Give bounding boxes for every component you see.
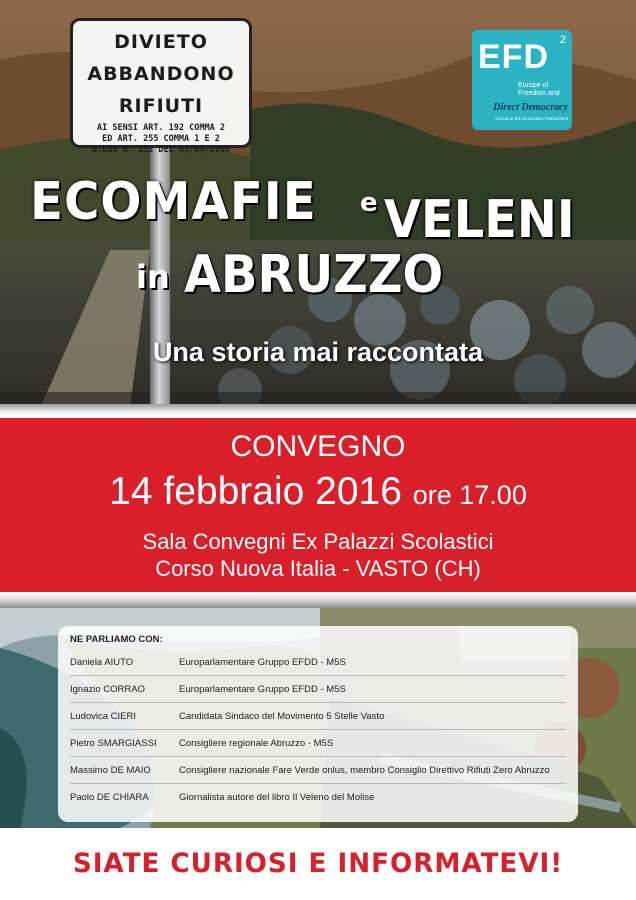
- logo-tagline-2: Freedom and: [518, 90, 560, 97]
- speaker-role: Consigliere regionale Abruzzo - M5S: [179, 738, 334, 749]
- sign-line-3: RIFIUTI: [118, 95, 204, 117]
- speaker-role: Europarlamentare Gruppo EFDD - M5S: [179, 657, 346, 668]
- speaker-role: Europarlamentare Gruppo EFDD - M5S: [179, 684, 346, 695]
- venue-line-1: Sala Convegni Ex Palazzi Scolastici: [142, 529, 494, 554]
- speaker-role: Consigliere nazionale Fare Verde onlus, membro Consiglio Direttivo Rifiuti Zero Abruzzo: [179, 765, 550, 776]
- speaker-name: Ignazio CORRAO: [70, 684, 145, 695]
- speaker-name: Ludovica CIERI: [70, 711, 137, 722]
- footer: [0, 828, 636, 900]
- speaker-name: Pietro SMARGIASSI: [70, 738, 157, 749]
- speaker-name: Daniela AIUTO: [70, 657, 134, 668]
- speaker-row: [58, 676, 578, 703]
- speaker-row: [58, 784, 578, 811]
- hero-photo: [0, 0, 636, 408]
- speaker-row: [58, 730, 578, 757]
- slogan: SIATE CURIOSI E INFORMATEVI!: [72, 848, 564, 879]
- speaker-row: [58, 703, 578, 730]
- logo-direct-democracy: Direct Democracy: [493, 102, 568, 113]
- logo-tagline-1: Europe of: [518, 82, 549, 89]
- venue-line-2: Corso Nuova Italia - VASTO (CH): [155, 556, 481, 581]
- title-ecomafie: ECOMAFIE: [30, 172, 317, 232]
- divider-top: [0, 404, 636, 418]
- efdd-logo: [472, 30, 572, 130]
- event-band: [0, 418, 636, 592]
- event-type: CONVEGNO: [230, 430, 406, 463]
- speakers-section: [0, 608, 636, 828]
- speaker-role: Candidata Sindaco del Movimento 5 Stelle Vasto: [179, 711, 385, 722]
- sign-line-2: ABBANDONO: [87, 63, 235, 85]
- speakers-panel: [58, 626, 578, 822]
- logo-superscript: 2: [560, 34, 567, 46]
- divider-bottom: [0, 592, 636, 608]
- logo-group: Group in the European Parliament: [495, 117, 568, 122]
- speaker-name: Paolo DE CHIARA: [70, 792, 149, 803]
- speakers-header: NE PARLIAMO CON:: [70, 634, 163, 645]
- event-venue: [0, 528, 636, 582]
- sign-legal-3: D.LGS N. 152 DEL 03/04/2006: [91, 145, 231, 155]
- title-in: in: [136, 258, 170, 296]
- no-dumping-sign: [70, 18, 252, 155]
- logo-name: EFD: [478, 38, 549, 76]
- event-date: 14 febbraio 2016: [109, 470, 402, 513]
- sign-legal-2: ED ART. 255 COMMA 1 E 2: [102, 134, 220, 144]
- speaker-row: [58, 757, 578, 784]
- event-time: ore 17.00: [412, 480, 527, 510]
- speaker-role: Giornalista autore del libro Il Veleno del Molise: [179, 792, 375, 803]
- title-veleni: VELENI: [384, 190, 575, 250]
- sign-line-1: DIVIETO: [114, 31, 208, 53]
- title-connector: e: [360, 188, 378, 218]
- title-abruzzo: ABRUZZO: [184, 245, 444, 305]
- subtitle: Una storia mai raccontata: [152, 337, 484, 367]
- event-datetime: [0, 470, 636, 514]
- speaker-name: Massimo DE MAIO: [70, 765, 151, 776]
- speaker-row: [58, 649, 578, 676]
- sign-legal-1: AI SENSI ART. 192 COMMA 2: [97, 123, 225, 133]
